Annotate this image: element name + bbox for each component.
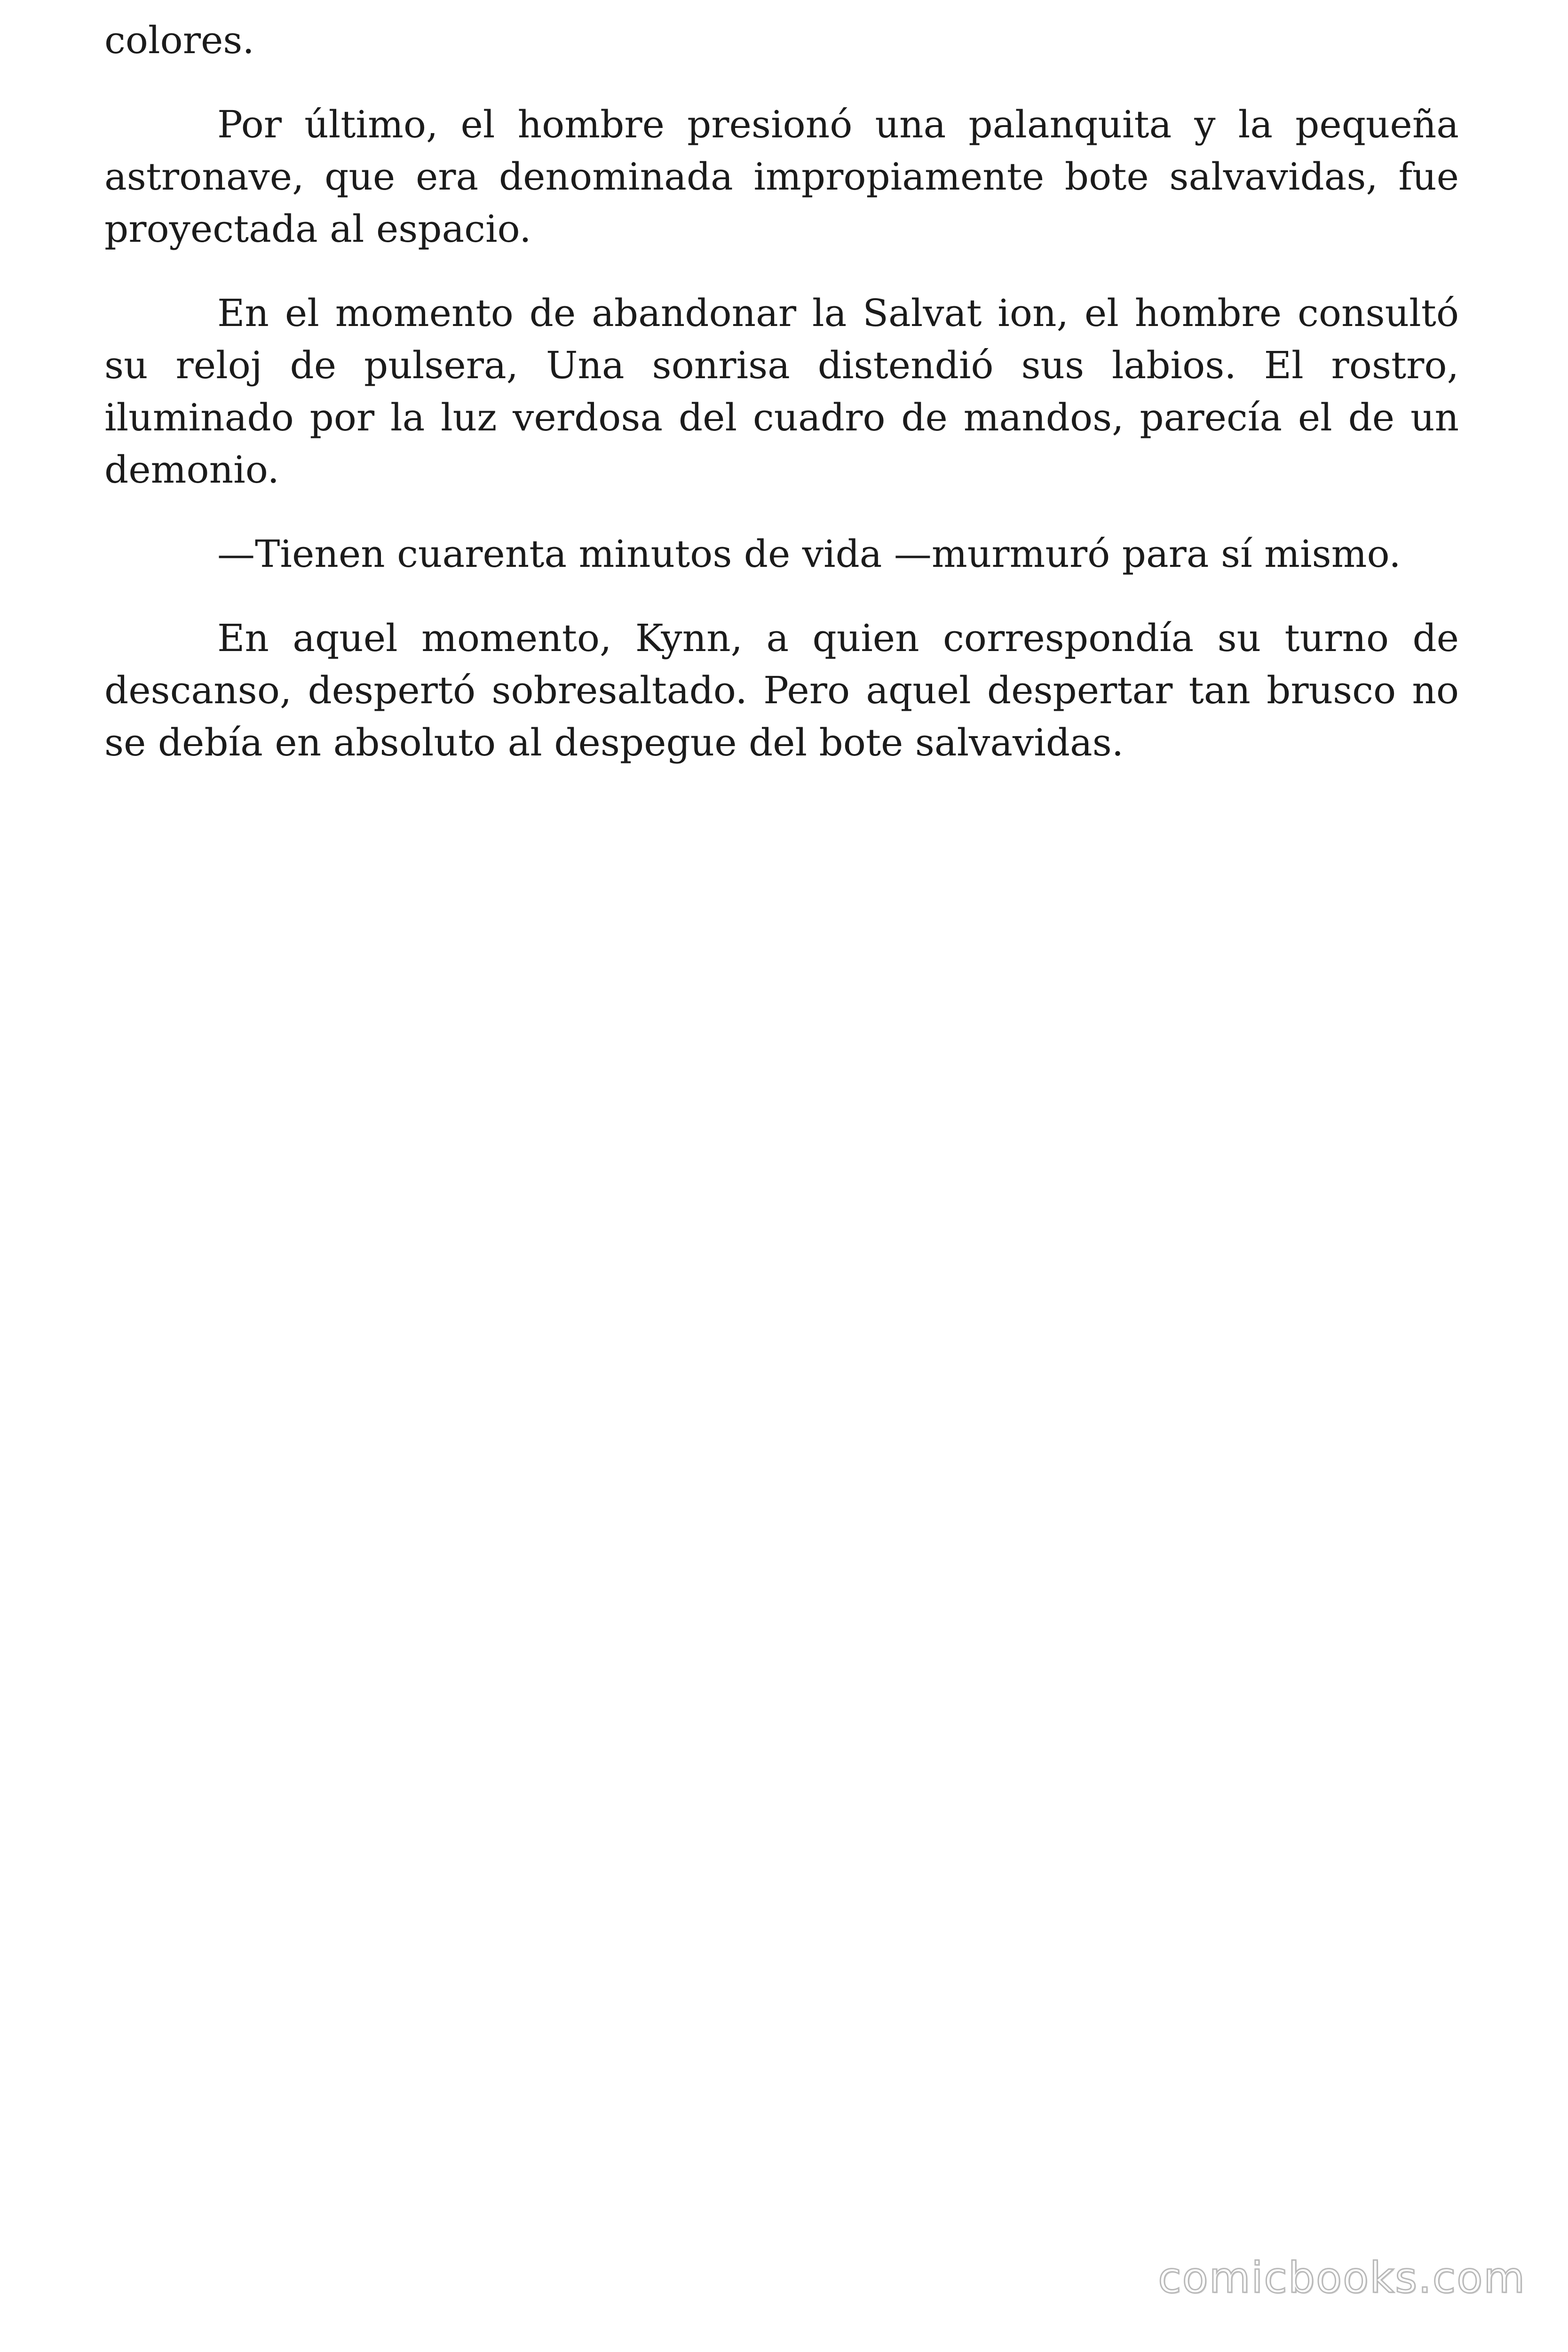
dialogue-paragraph: —Tienen cuarenta minutos de vida —murmuró para sí mismo.: [217, 532, 1401, 576]
watermark-logo: comicbooks.com: [1158, 2253, 1526, 2303]
paragraph: En aquel momento, Kynn, a quien correspondía su turno de descanso, despertó sobresaltado. Pero aquel despertar tan brusco no se debía en absoluto al despegue del bote salvavidas.: [104, 616, 1459, 764]
paragraph: En el momento de abandonar la Salvat ion, el hombre consultó su reloj de pulsera, Una sonrisa distendió sus labios. El rostro, iluminado por la luz verdosa del cuadro de mandos, parecía el de un demonio.: [104, 291, 1459, 492]
paragraph-continuation: colores.: [104, 18, 254, 62]
body-text: [104, 14, 1459, 801]
paragraph: Por último, el hombre presionó una palanquita y la pequeña astronave, que era denominada impropiamente bote salvavidas, fue proyectada al espacio.: [104, 103, 1459, 251]
